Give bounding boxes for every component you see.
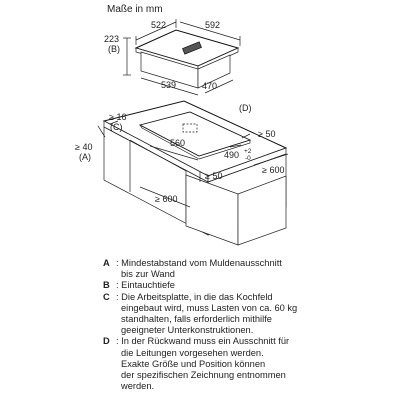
dim-cutout-depth-tol-minus: -0 [245, 155, 251, 162]
note-line: : Mindestabstand vom Muldenausschnitt [116, 258, 282, 268]
note-key: D [103, 336, 110, 347]
note-key: C [103, 291, 110, 302]
dim-top-depth: 522 [151, 20, 167, 30]
dim-cutout-width: 560 [170, 138, 186, 148]
dim-height-label: (B) [108, 44, 120, 54]
dim-cutout-depth-main: 490 [224, 150, 240, 160]
note-line: eingebaut wird, muss Lasten von ca. 60 kg [121, 302, 298, 313]
cooktop-unit [136, 30, 238, 88]
dim-worktop-depth: ≥ 600 [262, 165, 285, 175]
note-key: B [103, 280, 110, 291]
note-line: geeigneter Unterkonstruktionen. [121, 325, 254, 336]
note-line: werden. [121, 381, 155, 392]
note-a [103, 258, 393, 280]
dim-cutout-depth-tol-plus: +2 [244, 148, 252, 155]
dim-back-cutout-label: (D) [239, 103, 252, 113]
note-b [103, 280, 393, 291]
note-line: : Die Arbeitsplatte, in die das Kochfeld [116, 291, 273, 302]
dim-bottom-depth: 470 [202, 81, 218, 91]
dim-edge-distance: ≥ 40 [75, 142, 93, 152]
dim-edge-distance-label: (A) [79, 152, 91, 162]
dim-clearance-left-label: (C) [110, 122, 123, 132]
note-d [103, 336, 393, 392]
note-line: standhalten, falls erforderlich mithilfe [121, 314, 272, 325]
dim-clearance-left: ≥ 16 [109, 112, 127, 122]
dim-back-clearance: ≥ 50 [258, 129, 276, 139]
dim-cabinet-width: ≥ 600 [155, 194, 178, 204]
note-key: A [103, 258, 110, 268]
note-line: Exakte Größe und Position können [121, 358, 266, 369]
dim-height-total: 223 [104, 34, 120, 44]
units-title: Maße in mm [107, 4, 163, 15]
notes-legend [103, 258, 393, 392]
note-c [103, 292, 393, 337]
dim-front-clearance: ≥ 50 [205, 171, 223, 181]
note-line: die Leitungen vorgesehen werden. [121, 347, 264, 358]
note-line: bis zur Wand [121, 269, 175, 280]
note-line: : Eintauchtiefe [116, 280, 175, 291]
note-line: : In der Rückwand muss ein Ausschnitt für [116, 336, 290, 347]
dim-top-width: 592 [205, 20, 221, 30]
dim-bottom-width: 539 [161, 80, 177, 90]
note-line: der spezifischen Zeichnung entnommen [121, 370, 286, 381]
